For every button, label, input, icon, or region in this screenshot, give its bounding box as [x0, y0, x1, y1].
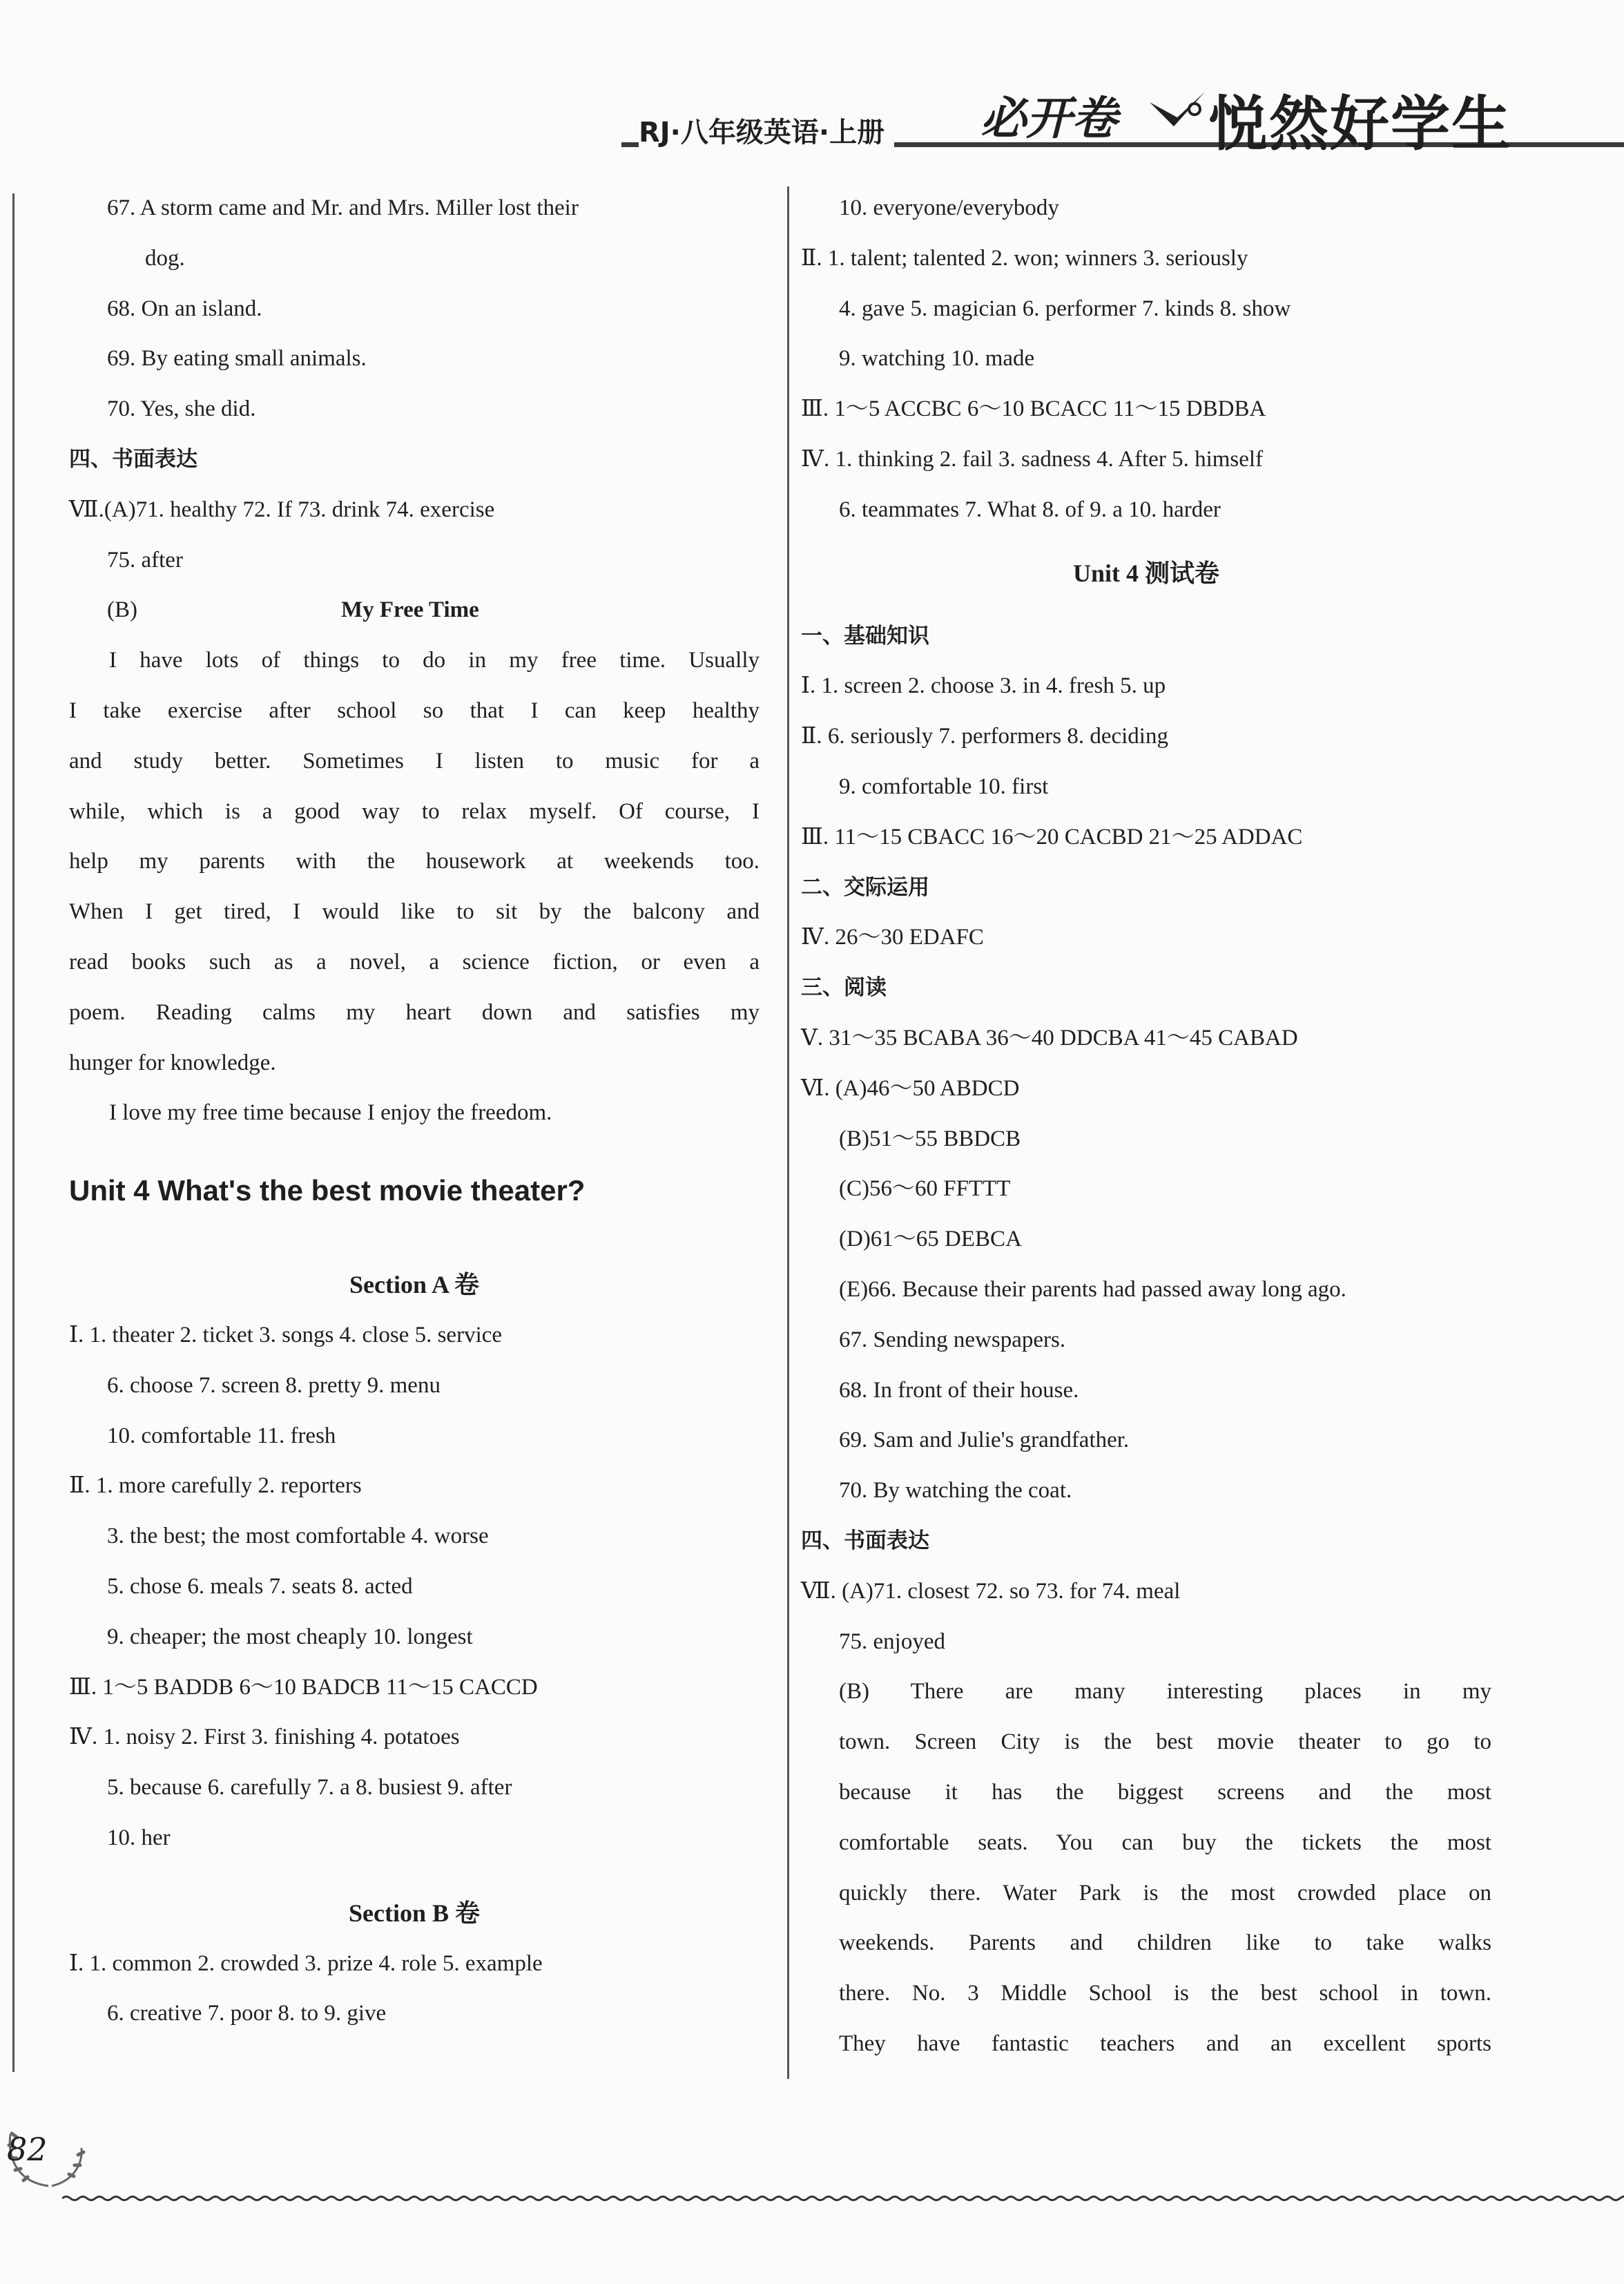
right-col-line	[801, 284, 1491, 334]
right-col-line	[801, 1767, 1491, 1818]
right-col-line	[801, 812, 1491, 863]
page-number: 82	[7, 2131, 48, 2168]
left-col-line	[69, 1988, 760, 2039]
line-text: 67. A storm came and Mr. and Mrs. Miller lost their	[107, 195, 579, 220]
left-col-line	[69, 887, 760, 937]
right-col-line	[801, 334, 1491, 384]
line-text: while, which is a good way to relax myself. Of course, I	[69, 798, 760, 824]
line-text: 四、书面表达	[69, 446, 197, 472]
line-text: poem. Reading calms my heart down and satisfies my	[69, 999, 760, 1025]
line-text: (B)	[107, 597, 137, 623]
line-text: 68. In front of their house.	[839, 1377, 1079, 1403]
line-text: 69. Sam and Julie's grandfather.	[839, 1428, 1130, 1453]
line-text: Ⅲ. 11～15 CBACC 16～20 CACBD 21～25 ADDAC	[801, 824, 1303, 850]
line-text: 10. comfortable 11. fresh	[107, 1423, 336, 1448]
right-col-line	[801, 233, 1491, 284]
line-text: 6. choose 7. screen 8. pretty 9. menu	[107, 1372, 441, 1398]
right-col-line	[801, 1717, 1491, 1767]
line-text: I take exercise after school so that I can keep healthy	[69, 698, 760, 723]
line-text: 70. Yes, she did.	[107, 396, 256, 422]
line-text: 5. chose 6. meals 7. seats 8. acted	[107, 1573, 413, 1599]
line-text: They have fantastic teachers and an excellent sports	[839, 2031, 1491, 2056]
line-text: (D)61～65 DEBCA	[839, 1227, 1022, 1252]
line-text: because it has the biggest screens and the most	[839, 1779, 1491, 1805]
line-text: 69. By eating small animals.	[107, 346, 367, 372]
line-text: Unit 4 What's the best movie theater?	[69, 1174, 586, 1207]
right-col-line	[801, 1114, 1491, 1164]
line-text: Ⅵ. (A)46～50 ABDCD	[801, 1075, 1020, 1101]
left-col-line	[69, 686, 760, 736]
left-col-line	[69, 836, 760, 887]
right-col-line	[801, 2019, 1491, 2069]
left-col-line	[69, 284, 760, 334]
right-col-line	[801, 1415, 1491, 1466]
right-col-line	[801, 1315, 1491, 1365]
right-col-line	[801, 1265, 1491, 1315]
left-col-line	[69, 1712, 760, 1763]
line-text: Ⅳ. 1. noisy 2. First 3. finishing 4. potatoes	[69, 1725, 460, 1750]
left-col-line	[69, 1562, 760, 1612]
left-col-line	[69, 535, 760, 586]
right-col-line	[801, 485, 1491, 535]
line-text: town. Screen City is the best movie theater to go to	[839, 1729, 1491, 1755]
line-text: Ⅳ. 26～30 EDAFC	[801, 925, 984, 950]
line-text: (C)56～60 FFTTT	[839, 1176, 1011, 1202]
line-text: Unit 4 测试卷	[1072, 559, 1219, 587]
line-text: 9. watching 10. made	[839, 346, 1035, 372]
line-text: 10. her	[107, 1825, 171, 1850]
right-col-line	[801, 1968, 1491, 2019]
left-col-line	[69, 736, 760, 787]
line-text: and study better. Sometimes I listen to music for a	[69, 748, 760, 774]
left-col-line	[69, 1361, 760, 1411]
column-divider	[787, 186, 789, 2079]
left-col-line	[69, 233, 760, 284]
left-col-line	[69, 1260, 760, 1310]
line-text: there. No. 3 Middle School is the best school in town.	[839, 1981, 1491, 2006]
line-text: 二、交际运用	[801, 874, 929, 900]
spacer	[69, 1863, 760, 1888]
line-text: weekends. Parents and children like to take walks	[839, 1930, 1491, 1956]
spacer	[69, 1138, 760, 1163]
right-col-line	[801, 434, 1491, 485]
left-margin-rule	[12, 193, 14, 2072]
right-col-line	[801, 1617, 1491, 1667]
line-text: 四、书面表达	[801, 1528, 929, 1553]
right-col-line	[801, 1918, 1491, 1968]
page-header	[621, 76, 1624, 159]
left-col-line	[69, 1411, 760, 1461]
right-col-line	[801, 1013, 1491, 1064]
right-col-line	[801, 1064, 1491, 1114]
line-text: dog.	[145, 245, 185, 271]
left-col-line	[69, 1310, 760, 1361]
right-col-line	[801, 535, 1491, 611]
line-text: 三、阅读	[801, 975, 887, 1001]
left-col-line	[69, 1163, 760, 1218]
left-col-line	[69, 1038, 760, 1088]
line-text: (B) There are many interesting places in my	[839, 1679, 1491, 1705]
header-series-title: 必开卷	[980, 91, 1117, 145]
right-col-line	[801, 1516, 1491, 1566]
line-text: 10. everyone/everybody	[839, 195, 1059, 220]
line-text: 9. comfortable 10. first	[839, 774, 1049, 799]
header-subtitle: RJ·八年级英语·上册	[639, 111, 894, 150]
right-col-line	[801, 912, 1491, 963]
line-text: 75. after	[107, 547, 183, 573]
left-col-line	[69, 384, 760, 434]
line-text: Ⅲ. 1～5 ACCBC 6～10 BCACC 11～15 DBDBA	[801, 396, 1266, 422]
left-col-line	[69, 334, 760, 384]
line-text: 70. By watching the coat.	[839, 1478, 1072, 1504]
line-text: 6. teammates 7. What 8. of 9. a 10. harder	[839, 497, 1221, 522]
line-text: 68. On an island.	[107, 296, 262, 321]
right-col-line	[801, 1365, 1491, 1416]
line-text: I love my free time because I enjoy the freedom.	[109, 1100, 552, 1126]
left-col-line	[69, 1461, 760, 1511]
line-text: 一、基础知识	[801, 623, 929, 649]
left-col-line	[69, 937, 760, 988]
line-text: Ⅶ.(A)71. healthy 72. If 73. drink 74. exercise	[69, 497, 495, 522]
left-col-line	[69, 485, 760, 535]
left-col-line	[69, 1511, 760, 1562]
left-col-line	[69, 1662, 760, 1713]
footer-wavy-rule	[62, 2195, 1624, 2202]
right-col-line	[801, 762, 1491, 812]
right-col-line	[801, 384, 1491, 434]
essay-title: My Free Time	[341, 597, 479, 623]
line-text: 9. cheaper; the most cheaply 10. longest	[107, 1624, 473, 1649]
right-col-line	[801, 661, 1491, 711]
line-text: Ⅱ. 1. more carefully 2. reporters	[69, 1473, 362, 1499]
left-col-line	[69, 1939, 760, 1989]
left-col-line	[69, 1813, 760, 1863]
swoosh-logo-icon	[1146, 88, 1208, 137]
line-text: Ⅱ. 6. seriously 7. performers 8. deciding	[801, 724, 1168, 749]
line-text: help my parents with the housework at weekends too.	[69, 849, 760, 874]
left-col-line	[69, 787, 760, 837]
right-column	[801, 183, 1491, 2069]
line-text: comfortable seats. You can buy the tickets the most	[839, 1830, 1491, 1855]
line-text: hunger for knowledge.	[69, 1050, 276, 1075]
line-text: 5. because 6. carefully 7. a 8. busiest 9. after	[107, 1775, 512, 1801]
line-text: 6. creative 7. poor 8. to 9. give	[107, 2001, 387, 2026]
right-col-line	[801, 611, 1491, 662]
line-text: Ⅰ. 1. common 2. crowded 3. prize 4. role 5. example	[69, 1950, 543, 1976]
right-col-line	[801, 863, 1491, 913]
line-text: Ⅲ. 1～5 BADDB 6～10 BADCB 11～15 CACCD	[69, 1674, 538, 1700]
left-col-line	[69, 1088, 760, 1138]
line-text: Ⅳ. 1. thinking 2. fail 3. sadness 4. After 5. himself	[801, 446, 1264, 472]
left-column	[69, 183, 760, 2039]
line-text: Section A 卷	[349, 1271, 480, 1299]
left-col-line	[69, 1763, 760, 1813]
line-text: 4. gave 5. magician 6. performer 7. kinds 8. show	[839, 296, 1291, 321]
line-text: quickly there. Water Park is the most crowded place on	[839, 1880, 1491, 1906]
right-col-line	[801, 1667, 1491, 1717]
line-text: I have lots of things to do in my free time. Usually	[109, 648, 760, 673]
right-col-line	[801, 1566, 1491, 1617]
line-text: Ⅶ. (A)71. closest 72. so 73. for 74. meal	[801, 1578, 1181, 1604]
right-col-line	[801, 711, 1491, 762]
line-text: Ⅰ. 1. screen 2. choose 3. in 4. fresh 5. up	[801, 673, 1166, 699]
left-col-line	[69, 1612, 760, 1662]
line-text: Ⅴ. 31～35 BCABA 36～40 DDCBA 41～45 CABAD	[801, 1025, 1298, 1050]
left-col-line	[69, 183, 760, 233]
line-text: (B)51～55 BBDCB	[839, 1126, 1021, 1151]
line-text: Ⅰ. 1. theater 2. ticket 3. songs 4. close 5. service	[69, 1322, 503, 1347]
line-text: 67. Sending newspapers.	[839, 1327, 1066, 1352]
right-col-line	[801, 1868, 1491, 1919]
right-col-line	[801, 1164, 1491, 1214]
right-col-line	[801, 1818, 1491, 1868]
line-text: (E)66. Because their parents had passed away long ago.	[839, 1276, 1346, 1302]
line-text: 3. the best; the most comfortable 4. worse	[107, 1524, 489, 1549]
left-col-line	[69, 988, 760, 1038]
line-text: read books such as a novel, a science fiction, or even a	[69, 949, 760, 975]
right-col-line	[801, 1466, 1491, 1516]
line-text: Ⅱ. 1. talent; talented 2. won; winners 3. seriously	[801, 245, 1248, 271]
right-col-line	[801, 1214, 1491, 1265]
header-brand: 悦然好学生	[1208, 90, 1512, 159]
right-col-line	[801, 183, 1491, 233]
spacer	[69, 1218, 760, 1260]
line-text: Section B 卷	[348, 1899, 480, 1927]
left-col-line	[69, 635, 760, 686]
left-col-line	[69, 1888, 760, 1939]
left-col-line	[69, 434, 760, 485]
line-text: 75. enjoyed	[839, 1629, 945, 1654]
line-text: When I get tired, I would like to sit by the balcony and	[69, 899, 760, 925]
left-col-line	[69, 585, 760, 635]
right-col-line	[801, 963, 1491, 1013]
